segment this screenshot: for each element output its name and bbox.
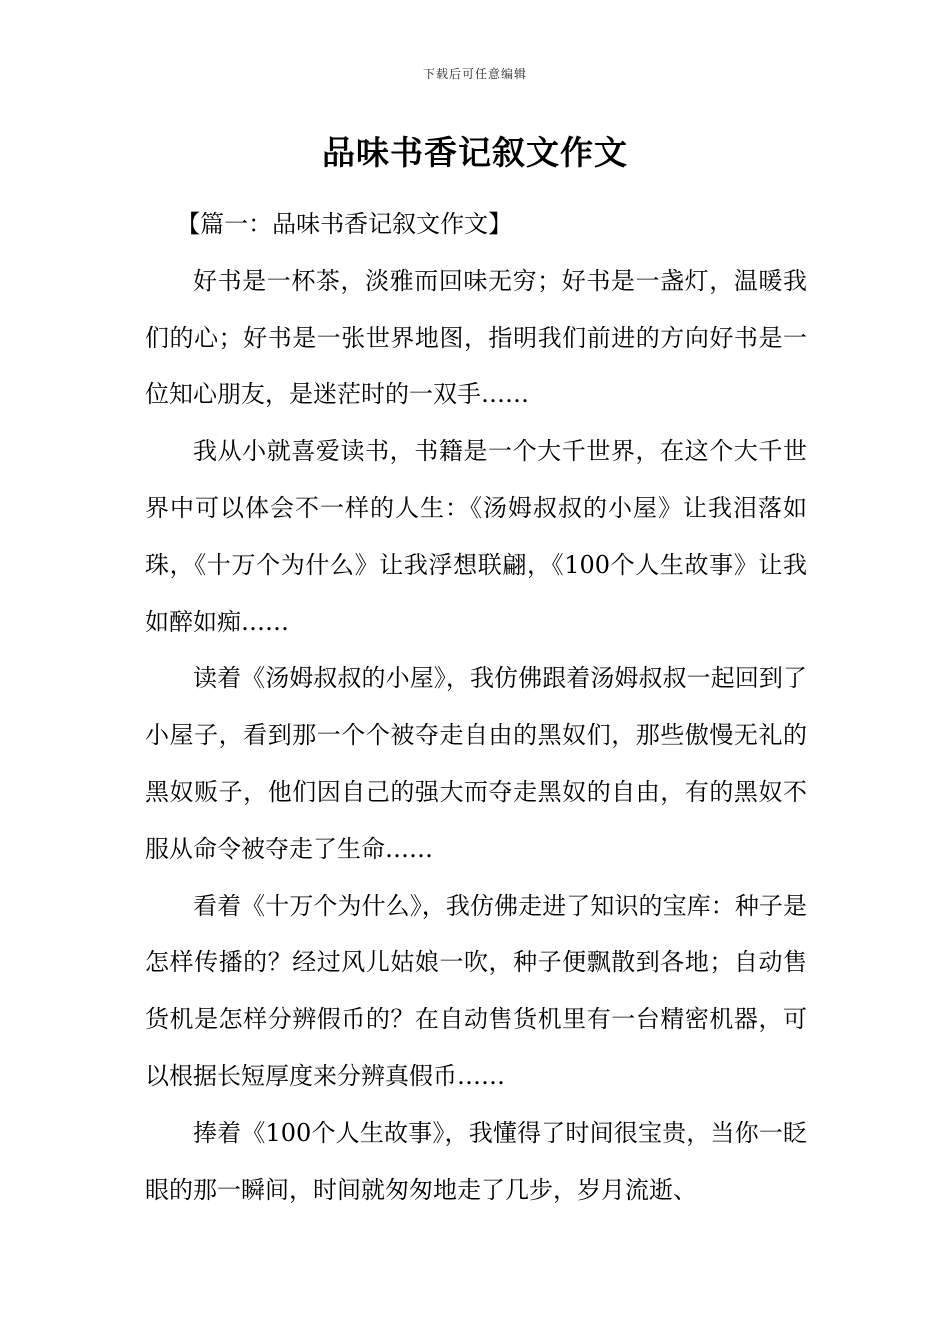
header-note: 下载后可任意编辑 [422,67,527,81]
section-heading: 【篇一：品味书香记叙文作文】 [176,210,513,238]
paragraph-4: 看着《十万个为什么》，我仿佛走进了知识的宝库：种子是怎样传播的？经过风儿姑娘一吹，种子便飘散到各地；自动售货机是怎样分辨假币的？在自动售货机里有一台精密机器，可以根据长短厚度来分辨真假币…… [145,891,807,1090]
paragraph-2: 我从小就喜爱读书，书籍是一个大千世界，在这个大千世界中可以体会不一样的人生：《汤姆叔叔的小屋》让我泪落如珠，《十万个为什么》让我浮想联翩，《100个人生故事》让我如醉如痴…… [145,437,807,636]
document-title: 品味书香记叙文作文 [322,133,628,172]
paragraph-5: 捧着《100个人生故事》，我懂得了时间很宝贵，当你一眨眼的那一瞬间，时间就匆匆地走了几步，岁月流逝、 [145,1118,807,1204]
document-body [145,196,807,1218]
paragraph-1: 好书是一杯茶，淡雅而回味无穷；好书是一盏灯，温暖我们的心；好书是一张世界地图，指明我们前进的方向好书是一位知心朋友，是迷茫时的一双手…… [145,266,807,409]
paragraph-3: 读着《汤姆叔叔的小屋》，我仿佛跟着汤姆叔叔一起回到了小屋子，看到那一个个被夺走自由的黑奴们，那些傲慢无礼的黑奴贩子，他们因自己的强大而夺走黑奴的自由，有的黑奴不服从命令被夺走了生命…… [145,664,807,863]
